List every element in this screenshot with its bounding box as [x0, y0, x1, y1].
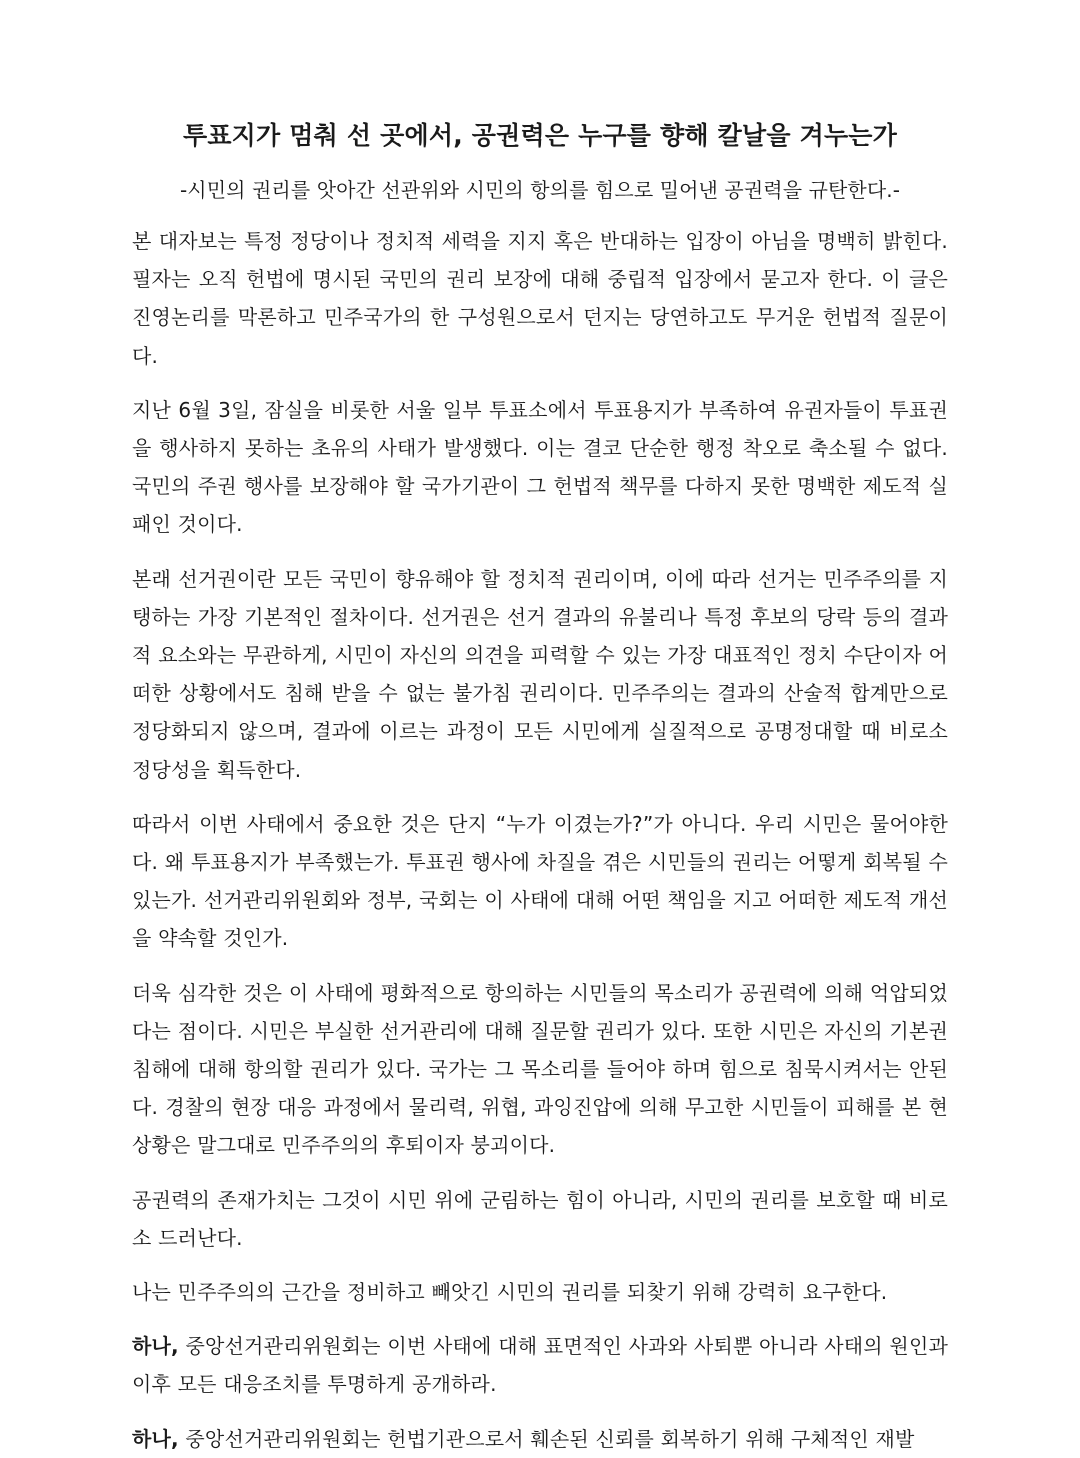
paragraph-public-power: 공권력의 존재가치는 그것이 시민 위에 군림하는 힘이 아니라, 시민의 권리를 보호할 때 비로소 드러난다. — [132, 1187, 948, 1250]
demand-lead: 하나, — [132, 1426, 179, 1451]
paragraph-questions: 따라서 이번 사태에서 중요한 것은 단지 “누가 이겼는가?”가 아니다. 우리 시민은 물어야한다. 왜 투표용지가 부족했는가. 투표권 행사에 차질을 겪은 시민들의 권리는 어떻게 회복될 수 있는가. 선거관리위원회와 정부, 국회는 이 사태에 대해 어떤 책임을 지고 어떠한 제도적 개선을 약속할 것인가. — [132, 811, 948, 951]
demand-lead: 하나, — [132, 1334, 179, 1359]
demand-text: 중앙선거관리위원회는 이번 사태에 대해 표면적인 사과와 사퇴뿐 아니라 사태의 원인과 이후 모든 대응조치를 투명하게 공개하라. — [132, 1334, 948, 1397]
paragraph-demand-intro: 나는 민주주의의 근간을 정비하고 빼앗긴 시민의 권리를 되찾기 위해 강력히 요구한다. — [132, 1280, 888, 1305]
paragraph-neutrality: 본 대자보는 특정 정당이나 정치적 세력을 지지 혹은 반대하는 입장이 아님을 명백히 밝힌다. 필자는 오직 헌법에 명시된 국민의 권리 보장에 대해 중립적 입장에서 묻고자 한다. 이 글은 진영논리를 막론하고 민주국가의 한 구성원으로서 던지는 당연하고도 무거운 헌법적 질문이다. — [132, 229, 948, 368]
paragraph-suppression: 더욱 심각한 것은 이 사태에 평화적으로 항의하는 시민들의 목소리가 공권력에 의해 억압되었다는 점이다. 시민은 부실한 선거관리에 대해 질문할 권리가 있다. 또한 시민은 자신의 기본권 침해에 대해 항의할 권리가 있다. 국가는 그 목소리를 들어야 하며 힘으로 침묵시켜서는 안된다. 경찰의 현장 대응 과정에서 물리력, 위협, 과잉진압에 의해 무고한 시민들이 피해를 본 현 상황은 말그대로 민주주의의 후퇴이자 붕괴이다. — [132, 980, 948, 1158]
document-title: 투표지가 멈춰 선 곳에서, 공권력은 누구를 향해 칼날을 겨누는가 — [182, 121, 898, 150]
paragraph-incident: 지난 6월 3일, 잠실을 비롯한 서울 일부 투표소에서 투표용지가 부족하여 유권자들이 투표권을 행사하지 못하는 초유의 사태가 발생했다. 이는 결코 단순한 행정 착오로 축소될 수 없다. 국민의 주권 행사를 보장해야 할 국가기관이 그 헌법적 책무를 다하지 못한 명백한 제도적 실패인 것이다. — [132, 397, 948, 537]
document-subtitle: -시민의 권리를 앗아간 선관위와 시민의 항의를 힘으로 밀어낸 공권력을 규탄한다.- — [179, 178, 901, 202]
demand-item — [132, 1327, 948, 1403]
paragraph-voting-rights: 본래 선거권이란 모든 국민이 향유해야 할 정치적 권리이며, 이에 따라 선거는 민주주의를 지탱하는 가장 기본적인 절차이다. 선거권은 선거 결과의 유불리나 특정 후보의 당락 등의 결과적 요소와는 무관하게, 시민이 자신의 의견을 피력할 수 있는 가장 대표적인 정치 수단이자 어떠한 상황에서도 침해 받을 수 없는 불가침 권리이다. 민주주의는 결과의 산술적 합계만으로 정당화되지 않으며, 결과에 이르는 과정이 모든 시민에게 실질적으로 공명정대할 때 비로소 정당성을 획득한다. — [132, 566, 948, 782]
demand-text: 중앙선거관리위원회는 헌법기관으로서 훼손된 신뢰를 회복하기 위해 구체적인 재발 — [178, 1426, 915, 1451]
